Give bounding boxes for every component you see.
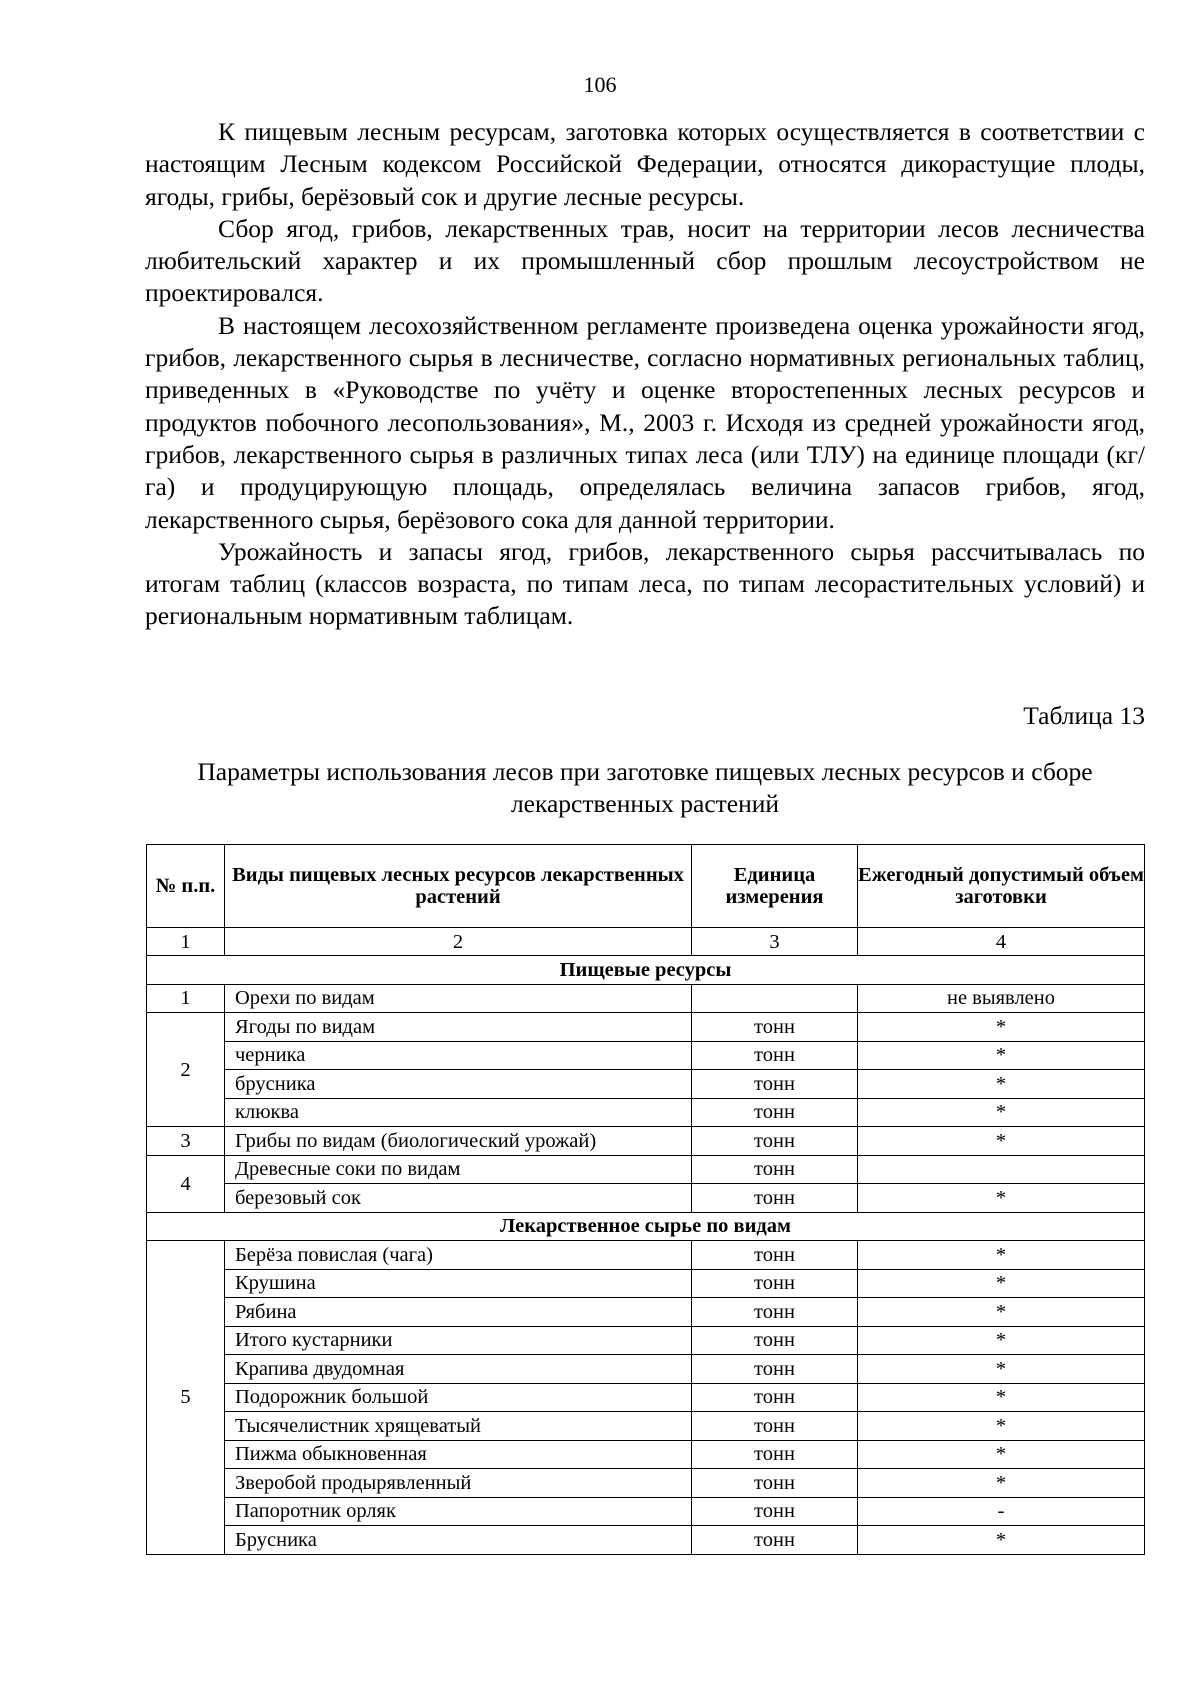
- row-value: *: [858, 1098, 1145, 1127]
- table-label: Таблица 13: [1023, 701, 1145, 730]
- row-value: *: [858, 1184, 1145, 1213]
- column-number: 3: [692, 928, 858, 956]
- row-name: Тысячелистник хрящеватый: [225, 1412, 692, 1441]
- row-value: не выявлено: [858, 984, 1145, 1013]
- section-row: [147, 1212, 1145, 1241]
- row-number: 5: [147, 1241, 225, 1555]
- column-number: 2: [225, 928, 692, 956]
- row-value: *: [858, 1298, 1145, 1327]
- header-volume: Ежегодный допустимый объем заготовки: [858, 845, 1145, 928]
- table-row: [147, 1184, 1145, 1213]
- row-value: *: [858, 1269, 1145, 1298]
- row-name: Грибы по видам (биологический урожай): [225, 1127, 692, 1156]
- row-value: *: [858, 1412, 1145, 1441]
- row-unit: тонн: [692, 1098, 858, 1127]
- table-row: [147, 1127, 1145, 1156]
- table-row: [147, 1469, 1145, 1498]
- row-value: *: [858, 1526, 1145, 1555]
- paragraph: Сбор ягод, грибов, лекарственных трав, носит на территории лесов лесничества любительский характер и их промышленный сбор прошлым лесоустройством не проектировался.: [145, 213, 1145, 308]
- row-name: брусника: [225, 1070, 692, 1099]
- row-number: 4: [147, 1155, 225, 1212]
- row-unit: тонн: [692, 1269, 858, 1298]
- row-unit: тонн: [692, 1440, 858, 1469]
- body-text: [145, 116, 1145, 633]
- section-food: Пищевые ресурсы: [147, 956, 1145, 985]
- row-unit: тонн: [692, 1070, 858, 1099]
- row-value: *: [858, 1355, 1145, 1384]
- row-value: *: [858, 1070, 1145, 1099]
- row-unit: тонн: [692, 1041, 858, 1070]
- column-number-row: [147, 928, 1145, 956]
- paragraph: В настоящем лесохозяйственном регламенте произведена оценка урожайности ягод, грибов, лекарственного сырья в лесничестве, согласно нормативных региональных таблиц, приведенных в «Руководстве по учёту и оценке второстепенных лесных ресурсов и продуктов побочного лесопользования», М., 2003 г. Исходя из средней урожайности ягод, грибов, лекарственного сырья в различных типах леса (или ТЛУ) на единице площади (кг/га) и продуцирующую площадь, определялась величина запасов грибов, ягод, лекарственного сырья, берёзового сока для данной территории.: [145, 310, 1145, 534]
- row-number: 1: [147, 984, 225, 1013]
- header-num: № п.п.: [147, 845, 225, 928]
- row-value: *: [858, 1383, 1145, 1412]
- table-row: [147, 1070, 1145, 1099]
- row-unit: тонн: [692, 1497, 858, 1526]
- row-value: *: [858, 1041, 1145, 1070]
- header-type: Виды пищевых лесных ресурсов лекарственных растений: [225, 845, 692, 928]
- table-row: [147, 1298, 1145, 1327]
- row-unit: тонн: [692, 1355, 858, 1384]
- row-value: *: [858, 1127, 1145, 1156]
- row-unit: тонн: [692, 1155, 858, 1184]
- row-unit: тонн: [692, 1412, 858, 1441]
- row-value: *: [858, 1241, 1145, 1270]
- row-name: Итого кустарники: [225, 1326, 692, 1355]
- row-value: *: [858, 1469, 1145, 1498]
- table-row: [147, 1326, 1145, 1355]
- row-name: Подорожник большой: [225, 1383, 692, 1412]
- table-row: [147, 1013, 1145, 1042]
- page-number: 106: [583, 72, 617, 97]
- table-row: [147, 1383, 1145, 1412]
- section-medicinal: Лекарственное сырье по видам: [147, 1212, 1145, 1241]
- row-unit: тонн: [692, 1241, 858, 1270]
- row-number: 2: [147, 1013, 225, 1127]
- table-row: [147, 1241, 1145, 1270]
- row-name: Крапива двудомная: [225, 1355, 692, 1384]
- header-unit: Единица измерения: [692, 845, 858, 928]
- column-number: 4: [858, 928, 1145, 956]
- section-row: [147, 956, 1145, 985]
- table-row: [147, 1098, 1145, 1127]
- table-row: [147, 1269, 1145, 1298]
- paragraph: К пищевым лесным ресурсам, заготовка которых осуществляется в соответствии с настоящим Лесным кодексом Российской Федерации, относятся дикорастущие плоды, ягоды, грибы, берёзовый сок и другие лесные ресурсы.: [145, 117, 1145, 211]
- column-number: 1: [147, 928, 225, 956]
- row-unit: тонн: [692, 1469, 858, 1498]
- table-row: [147, 1440, 1145, 1469]
- row-name: Берёза повислая (чага): [225, 1241, 692, 1270]
- row-unit: тонн: [692, 1127, 858, 1156]
- table-row: [147, 1412, 1145, 1441]
- row-unit: тонн: [692, 1298, 858, 1327]
- row-unit: [692, 984, 858, 1013]
- row-number: 3: [147, 1127, 225, 1156]
- row-unit: тонн: [692, 1526, 858, 1555]
- row-unit: тонн: [692, 1383, 858, 1412]
- resources-table: [146, 844, 1145, 1555]
- table-row: [147, 1155, 1145, 1184]
- row-name: Древесные соки по видам: [225, 1155, 692, 1184]
- row-name: Пижма обыкновенная: [225, 1440, 692, 1469]
- row-name: клюква: [225, 1098, 692, 1127]
- table-row: [147, 984, 1145, 1013]
- table-row: [147, 1526, 1145, 1555]
- row-name: Папоротник орляк: [225, 1497, 692, 1526]
- table-row: [147, 1355, 1145, 1384]
- row-name: Брусника: [225, 1526, 692, 1555]
- row-value: *: [858, 1326, 1145, 1355]
- row-value: -: [858, 1497, 1145, 1526]
- row-unit: тонн: [692, 1013, 858, 1042]
- paragraph: Урожайность и запасы ягод, грибов, лекарственного сырья рассчитывалась по итогам таблиц (классов возраста, по типам леса, по типам лесорастительных условий) и региональным нормативным таблицам.: [145, 536, 1145, 631]
- table-row: [147, 1041, 1145, 1070]
- row-name: Крушина: [225, 1269, 692, 1298]
- table-row: [147, 1497, 1145, 1526]
- row-name: Зверобой продырявленный: [225, 1469, 692, 1498]
- row-value: *: [858, 1440, 1145, 1469]
- row-unit: тонн: [692, 1326, 858, 1355]
- row-value: *: [858, 1013, 1145, 1042]
- row-name: березовый сок: [225, 1184, 692, 1213]
- table-header-row: [147, 845, 1145, 928]
- row-value: [858, 1155, 1145, 1184]
- table-title: Параметры использования лесов при заготовке пищевых лесных ресурсов и сборе лекарственных растений: [197, 757, 1093, 818]
- row-name: Орехи по видам: [225, 984, 692, 1013]
- row-name: Ягоды по видам: [225, 1013, 692, 1042]
- row-unit: тонн: [692, 1184, 858, 1213]
- row-name: Рябина: [225, 1298, 692, 1327]
- row-name: черника: [225, 1041, 692, 1070]
